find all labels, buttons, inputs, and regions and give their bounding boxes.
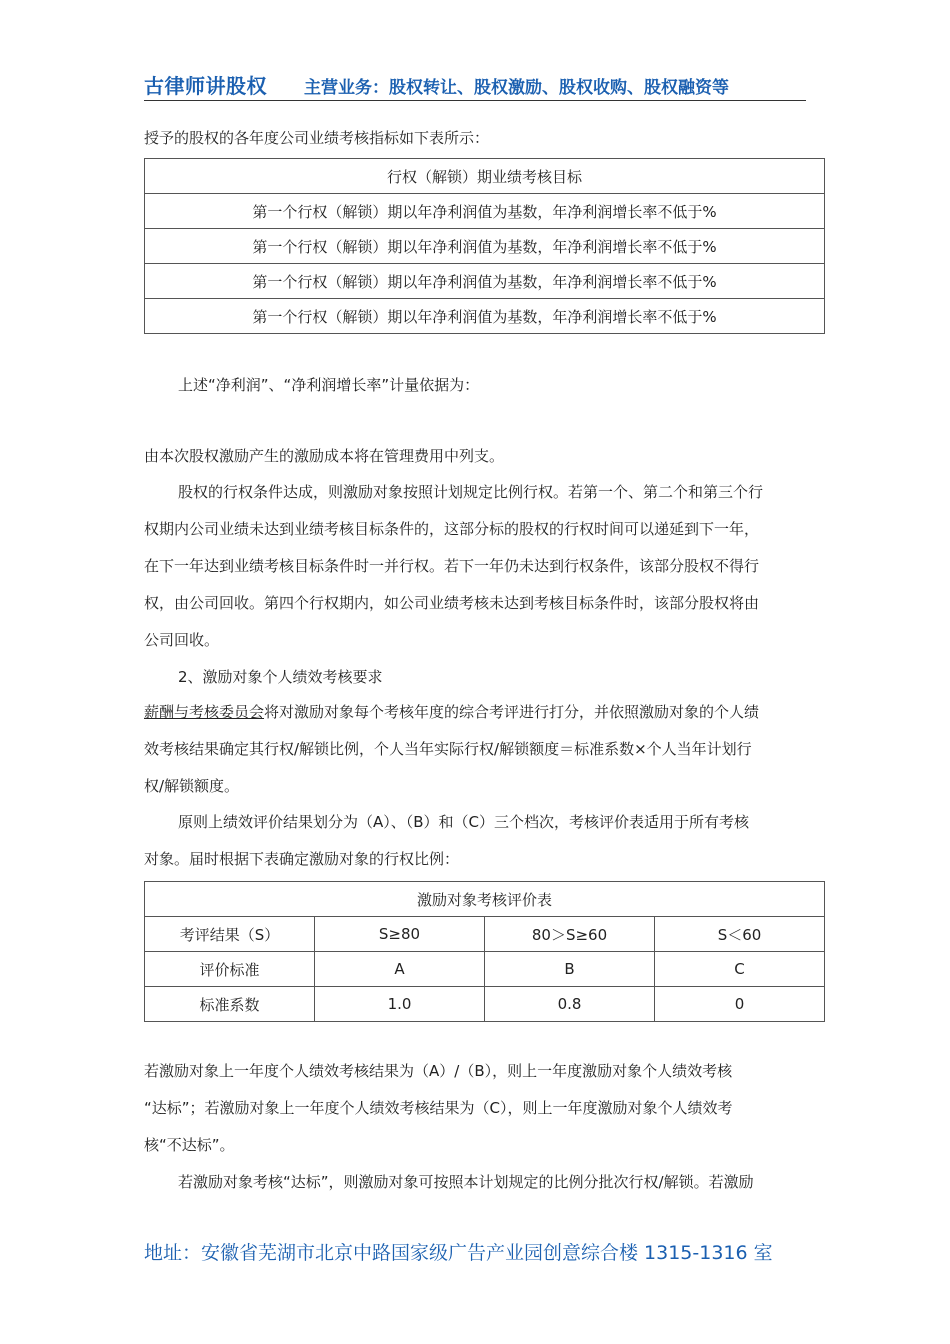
committee-paragraph	[144, 694, 810, 805]
standard-paragraph	[144, 1053, 810, 1164]
paragraph-line	[144, 694, 810, 731]
table-row: 第一个行权（解锁）期以年净利润值为基数，年净利润增长率不低于%	[145, 264, 825, 299]
table-cell: 0	[655, 987, 825, 1022]
table-cell: B	[485, 952, 655, 987]
paragraph-line: 核“不达标”。	[144, 1136, 235, 1154]
table-row	[145, 917, 825, 952]
paragraph-text: 将对激励对象每个考核年度的综合考评进行打分，并依照激励对象的个人绩	[264, 703, 760, 721]
performance-target-table	[144, 158, 825, 334]
paragraph-line: 对象。届时根据下表确定激励对象的行权比例：	[144, 850, 460, 868]
paragraph-line: “达标”；若激励对象上一年度个人绩效考核结果为（C），则上一年度激励对象个人绩效考	[144, 1099, 733, 1117]
table-row	[145, 952, 825, 987]
table-cell: 1.0	[315, 987, 485, 1022]
business-scope: 主营业务：股权转让、股权激励、股权收购、股权融资等	[304, 78, 729, 98]
paragraph-line: 公司回收。	[144, 631, 220, 649]
paragraph-line: 权期内公司业绩未达到业绩考核目标条件的，这部分标的股权的行权时间可以递延到下一年，	[144, 520, 760, 538]
table-row	[145, 987, 825, 1022]
page-header	[144, 70, 806, 101]
paragraph-line: 股权的行权条件达成，则激励对象按照计划规定比例行权。若第一个、第二个和第三个行	[178, 483, 764, 501]
table-cell: C	[655, 952, 825, 987]
brand-title: 古律师讲股权	[144, 74, 267, 98]
table-title: 行权（解锁）期业绩考核目标	[145, 159, 825, 194]
table-cell: 标准系数	[145, 987, 315, 1022]
intro-text: 授予的股权的各年度公司业绩考核指标如下表所示：	[144, 129, 490, 147]
table-cell: A	[315, 952, 485, 987]
address-footer: 地址：安徽省芜湖市北京中路国家级广告产业园创意综合楼 1315-1316 室	[144, 1242, 773, 1264]
table-cell: 考评结果（S）	[145, 917, 315, 952]
net-profit-basis: 上述“净利润”、“净利润增长率”计量依据为：	[178, 376, 480, 394]
paragraph-line: 原则上绩效评价结果划分为（A）、（B）和（C）三个档次，考核评价表适用于所有考核	[178, 813, 750, 831]
section-heading: 2、激励对象个人绩效考核要求	[178, 668, 383, 686]
paragraph-line: 权/解锁额度。	[144, 777, 240, 795]
table-row: 第一个行权（解锁）期以年净利润值为基数，年净利润增长率不低于%	[145, 229, 825, 264]
paragraph-line: 若激励对象上一年度个人绩效考核结果为（A）/（B），则上一年度激励对象个人绩效考核	[144, 1062, 733, 1080]
committee-name: 薪酬与考核委员会	[144, 703, 265, 721]
paragraph-line: 效考核结果确定其行权/解锁比例，个人当年实际行权/解锁额度＝标准系数×个人当年计划行	[144, 740, 752, 758]
qualified-paragraph: 若激励对象考核“达标”，则激励对象可按照本计划规定的比例分批次行权/解锁。若激励	[178, 1173, 754, 1191]
paragraph-line: 在下一年达到业绩考核目标条件时一并行权。若下一年仍未达到行权条件，该部分股权不得行	[144, 557, 760, 575]
cost-statement: 由本次股权激励产生的激励成本将在管理费用中列支。	[144, 447, 505, 465]
table-row: 第一个行权（解锁）期以年净利润值为基数，年净利润增长率不低于%	[145, 194, 825, 229]
evaluation-table	[144, 881, 825, 1022]
grading-paragraph	[144, 804, 810, 878]
table-cell: 0.8	[485, 987, 655, 1022]
table-cell: S≥80	[315, 917, 485, 952]
table-cell: 80＞S≥60	[485, 917, 655, 952]
paragraph-line: 权，由公司回收。第四个行权期内，如公司业绩考核未达到考核目标条件时，该部分股权将由	[144, 594, 760, 612]
table-cell: 评价标准	[145, 952, 315, 987]
table-cell: S＜60	[655, 917, 825, 952]
exercise-condition-paragraph	[144, 474, 810, 659]
table-row: 第一个行权（解锁）期以年净利润值为基数，年净利润增长率不低于%	[145, 299, 825, 334]
table-title: 激励对象考核评价表	[145, 882, 825, 917]
